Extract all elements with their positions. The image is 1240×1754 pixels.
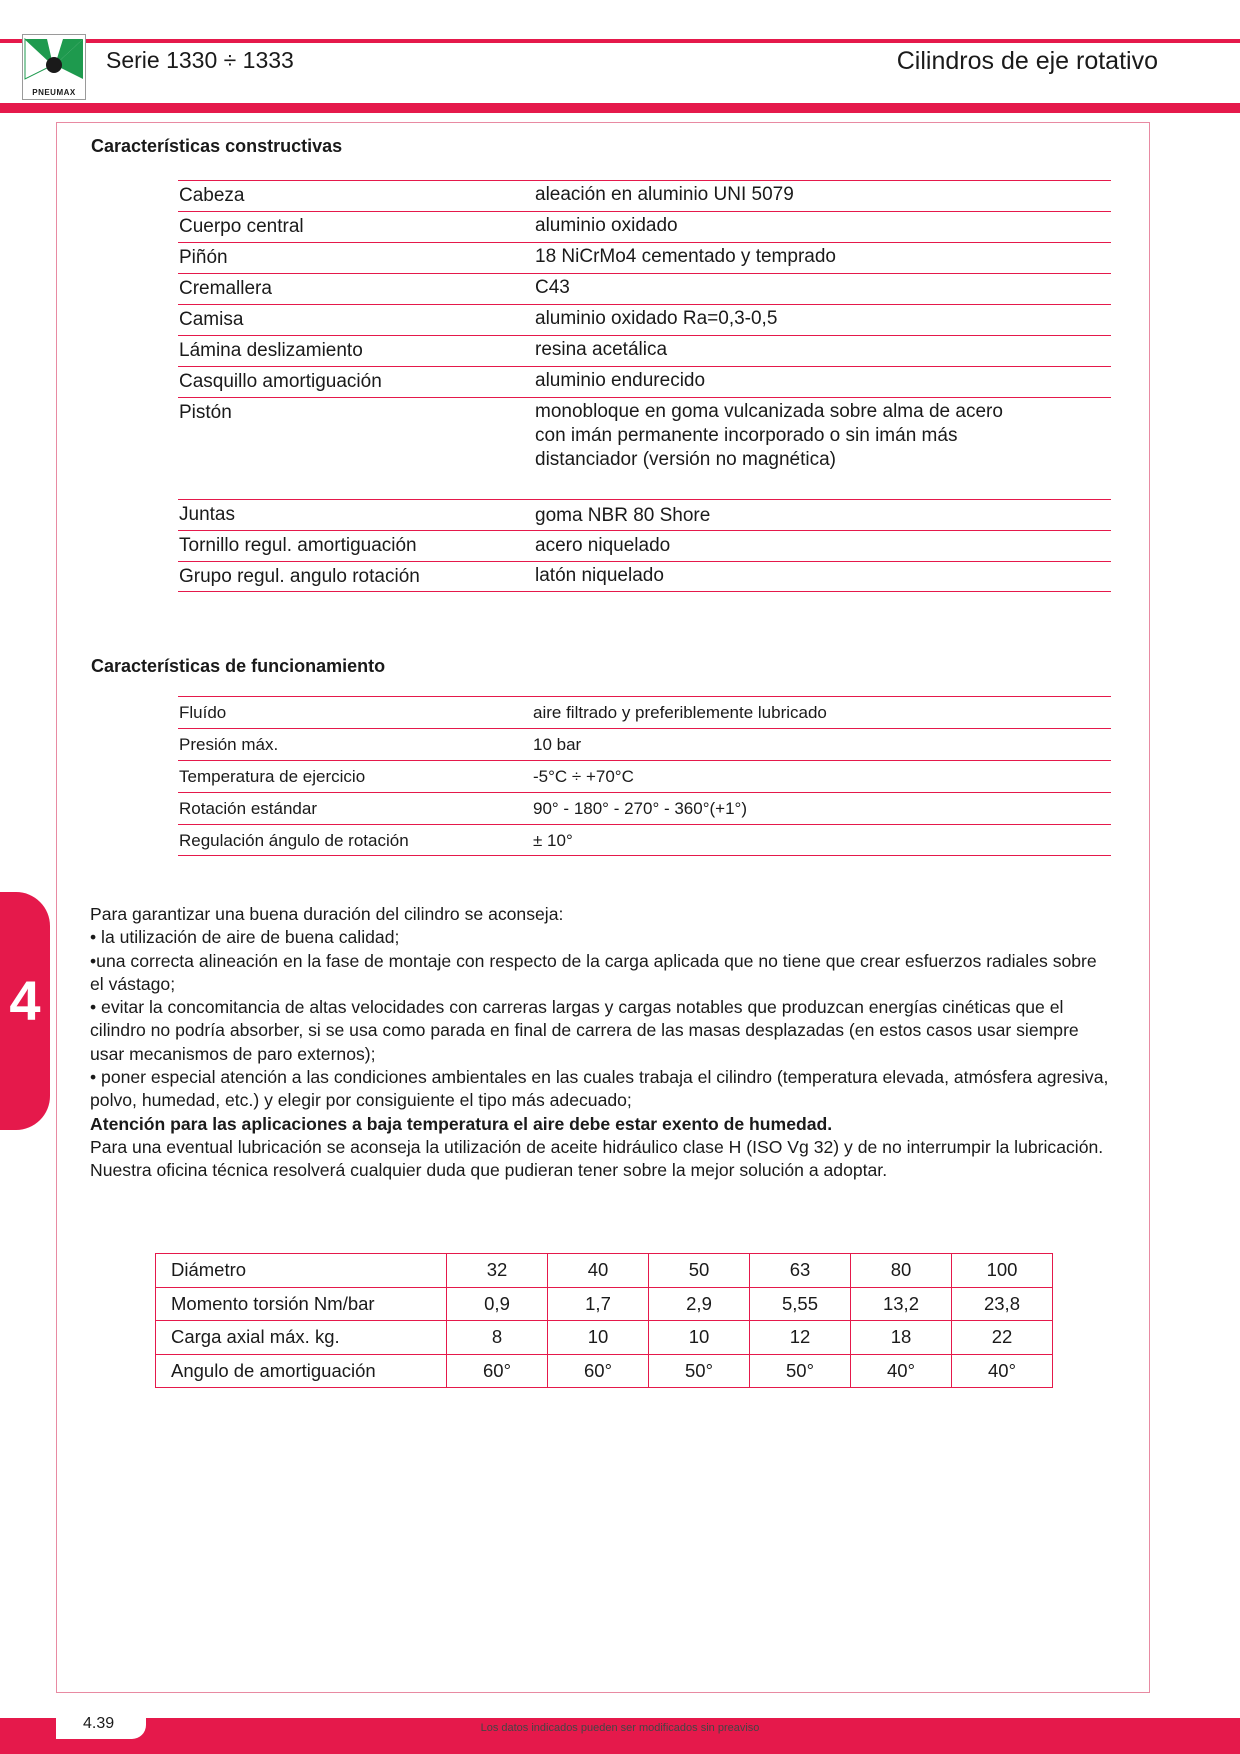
table-cell: 8 bbox=[447, 1321, 548, 1355]
table-cell: 80 bbox=[851, 1254, 952, 1288]
spec-value: 10 bar bbox=[533, 735, 582, 754]
spec-key: Cremallera bbox=[179, 278, 272, 299]
operation-title: Características de funcionamiento bbox=[91, 656, 386, 676]
table-cell: 40° bbox=[851, 1354, 952, 1388]
construction-title: Características constructivas bbox=[91, 136, 343, 156]
footer-disclaimer: Los datos indicados pueden ser modificados sin preaviso bbox=[480, 1722, 760, 1734]
table-cell: 50 bbox=[649, 1254, 750, 1288]
usage-advice bbox=[90, 903, 1115, 1183]
advice-bullet: • la utilización de aire de buena calidad; bbox=[90, 927, 400, 948]
spec-key: Grupo regul. angulo rotación bbox=[179, 566, 420, 587]
spec-key: Temperatura de ejercicio bbox=[179, 767, 366, 786]
series-title: Serie 1330 ÷ 1333 bbox=[106, 47, 294, 73]
row-label: Diámetro bbox=[156, 1254, 447, 1288]
spec-key: Cabeza bbox=[179, 185, 245, 206]
spec-key: Casquillo amortiguación bbox=[179, 371, 382, 392]
table-row bbox=[156, 1354, 1053, 1388]
table-row bbox=[178, 242, 1111, 273]
advice-bullet: • evitar la concomitancia de altas velocidades con carreras largas y cargas notables que produzcan energías cinéticas que el cilindro no podría absorber, si se usa como parada en final de carrera de las masas desplazadas (en estos casos usar siempre usar mecanismos de paro externos); bbox=[90, 997, 1079, 1064]
spec-value: ± 10° bbox=[533, 831, 573, 850]
advice-bullet: • poner especial atención a las condiciones ambientales en las cuales trabaja el cilindro (temperatura elevada, atmósfera agresiva, polvo, humedad, etc.) y elegir por consiguiente el tipo más adecuado; bbox=[90, 1067, 1109, 1111]
spec-value: 18 NiCrMo4 cementado y temprado bbox=[535, 246, 836, 267]
spec-value: acero niquelado bbox=[535, 535, 671, 556]
table-row bbox=[178, 335, 1111, 366]
spec-key: Juntas bbox=[179, 504, 235, 525]
table-row bbox=[156, 1254, 1053, 1288]
spec-value: aluminio oxidado bbox=[535, 215, 678, 236]
table-row bbox=[178, 397, 1111, 499]
pneumax-logo bbox=[22, 34, 86, 100]
row-label: Momento torsión Nm/bar bbox=[156, 1287, 447, 1321]
table-row bbox=[178, 760, 1111, 792]
row-label: Carga axial máx. kg. bbox=[156, 1321, 447, 1355]
table-cell: 22 bbox=[952, 1321, 1053, 1355]
table-cell: 63 bbox=[750, 1254, 851, 1288]
header-top-rule bbox=[0, 39, 1240, 43]
table-cell: 2,9 bbox=[649, 1287, 750, 1321]
advice-bullet: •una correcta alineación en la fase de montaje con respecto de la carga aplicada que no tiene que crear esfuerzos radiales sobre el vástago; bbox=[90, 950, 1097, 994]
spec-key: Piñón bbox=[179, 247, 228, 268]
table-cell: 40° bbox=[952, 1354, 1053, 1388]
table-cell: 18 bbox=[851, 1321, 952, 1355]
table-cell: 60° bbox=[548, 1354, 649, 1388]
page-number: 4.39 bbox=[83, 1715, 115, 1732]
spec-value: monobloque en goma vulcanizada sobre alma de acero con imán permanente incorporado o sin imán más distanciador (versión no magnética) bbox=[535, 401, 1003, 470]
table-row bbox=[178, 792, 1111, 824]
spec-value: latón niquelado bbox=[535, 565, 664, 586]
logo-text: PNEUMAX bbox=[32, 88, 76, 97]
table-cell: 50° bbox=[649, 1354, 750, 1388]
chapter-number: 4 bbox=[9, 969, 41, 1032]
logo-mark-icon bbox=[23, 35, 85, 87]
header-bottom-band bbox=[0, 103, 1240, 113]
advice-warning: Atención para las aplicaciones a baja temperatura el aire debe estar exento de humedad. bbox=[90, 1113, 833, 1134]
spec-value: resina acetálica bbox=[535, 339, 668, 360]
advice-lubrication: Para una eventual lubricación se aconseja la utilización de aceite hidráulico clase H (ISO Vg 32) y de no interrumpir la lubricación. bbox=[90, 1136, 1104, 1157]
advice-intro: Para garantizar una buena duración del cilindro se aconseja: bbox=[90, 904, 564, 924]
construction-table bbox=[178, 180, 1111, 592]
spec-key: Fluído bbox=[179, 703, 227, 722]
table-row bbox=[156, 1321, 1053, 1355]
table-row bbox=[178, 824, 1111, 856]
spec-value: -5°C ÷ +70°C bbox=[533, 767, 634, 786]
table-row bbox=[156, 1287, 1053, 1321]
specs-by-diameter-table bbox=[155, 1253, 1053, 1388]
table-row bbox=[178, 728, 1111, 760]
table-row bbox=[178, 696, 1111, 728]
table-row bbox=[178, 180, 1111, 211]
table-row bbox=[178, 211, 1111, 242]
spec-key: Rotación estándar bbox=[179, 799, 317, 818]
spec-value: 90° - 180° - 270° - 360°(+1°) bbox=[533, 799, 748, 818]
table-cell: 1,7 bbox=[548, 1287, 649, 1321]
table-cell: 5,55 bbox=[750, 1287, 851, 1321]
table-cell: 50° bbox=[750, 1354, 851, 1388]
spec-value: aleación en aluminio UNI 5079 bbox=[535, 184, 794, 205]
spec-key: Cuerpo central bbox=[179, 216, 304, 237]
spec-value: C43 bbox=[535, 277, 570, 298]
table-cell: 100 bbox=[952, 1254, 1053, 1288]
spec-value: goma NBR 80 Shore bbox=[535, 505, 711, 526]
spec-value: aluminio oxidado Ra=0,3-0,5 bbox=[535, 308, 778, 329]
spec-key: Lámina deslizamiento bbox=[179, 340, 363, 361]
table-cell: 23,8 bbox=[952, 1287, 1053, 1321]
table-cell: 10 bbox=[548, 1321, 649, 1355]
table-row bbox=[178, 499, 1111, 530]
advice-office: Nuestra oficina técnica resolverá cualquier duda que pudieran tener sobre la mejor solución a adoptar. bbox=[90, 1160, 888, 1181]
spec-key: Presión máx. bbox=[179, 735, 279, 754]
table-row bbox=[178, 561, 1111, 592]
spec-value: aluminio endurecido bbox=[535, 370, 706, 391]
table-cell: 32 bbox=[447, 1254, 548, 1288]
page-title: Cilindros de eje rotativo bbox=[896, 47, 1158, 75]
spec-key: Tornillo regul. amortiguación bbox=[179, 535, 417, 556]
operation-table bbox=[178, 696, 1111, 856]
table-cell: 0,9 bbox=[447, 1287, 548, 1321]
table-row bbox=[178, 530, 1111, 561]
table-cell: 40 bbox=[548, 1254, 649, 1288]
spec-value: aire filtrado y preferiblemente lubricado bbox=[533, 703, 827, 722]
spec-key: Camisa bbox=[179, 309, 244, 330]
table-cell: 10 bbox=[649, 1321, 750, 1355]
row-label: Angulo de amortiguación bbox=[156, 1354, 447, 1388]
spec-key: Regulación ángulo de rotación bbox=[179, 831, 409, 850]
table-row bbox=[178, 366, 1111, 397]
table-cell: 60° bbox=[447, 1354, 548, 1388]
table-row bbox=[178, 304, 1111, 335]
table-row bbox=[178, 273, 1111, 304]
table-cell: 13,2 bbox=[851, 1287, 952, 1321]
table-cell: 12 bbox=[750, 1321, 851, 1355]
spec-key: Pistón bbox=[179, 402, 232, 423]
